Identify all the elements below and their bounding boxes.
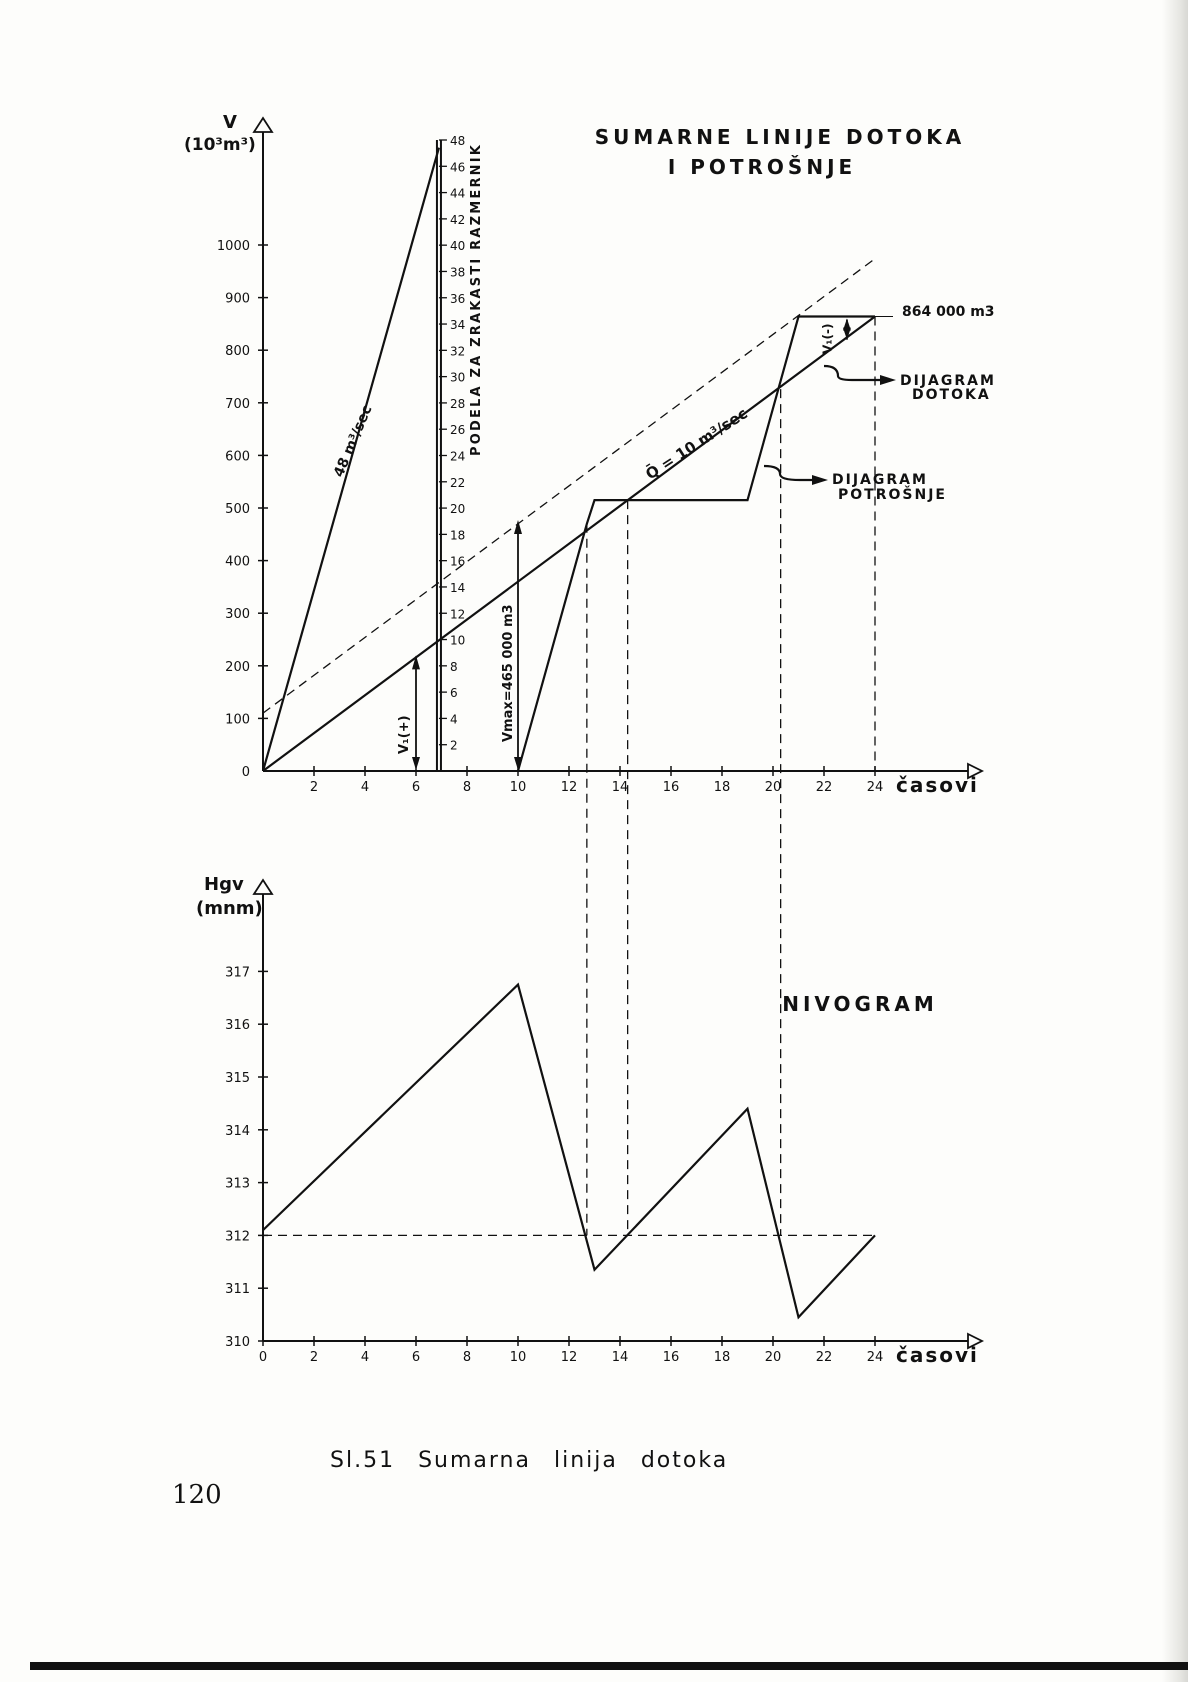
y-tick-label: 900 (225, 291, 250, 307)
total-volume-label: 864 000 m3 (902, 304, 995, 320)
x2-tick-label: 12 (560, 1350, 578, 1365)
inflow-line (263, 317, 875, 771)
x-tick-label: 22 (815, 780, 833, 795)
x-axis-label: časovi (896, 773, 979, 797)
x-tick-label: 20 (764, 780, 782, 795)
x-tick-label: 6 (411, 780, 421, 795)
y2-tick-label: 312 (225, 1229, 250, 1245)
scale-tick-label: 24 (449, 449, 466, 464)
x2-tick-label: 4 (360, 1350, 370, 1365)
scale-tick-label: 16 (449, 554, 466, 569)
inflow-label: DIJAGRAM (900, 373, 996, 389)
x2-tick-label: 8 (462, 1350, 472, 1365)
scale-tick-label: 26 (449, 423, 466, 438)
inflow-pointer (824, 366, 880, 380)
y2-tick-label: 311 (225, 1282, 250, 1298)
x-tick-label: 16 (662, 780, 680, 795)
water-level-line (263, 985, 875, 1318)
chart-title: SUMARNE LINIJE DOTOKA (594, 125, 966, 149)
v-minus-label: V₁(-) (820, 323, 835, 354)
offset-dashed-line (263, 259, 875, 713)
x-tick-label: 14 (611, 780, 629, 795)
y2-tick-label: 315 (225, 1071, 250, 1086)
scale-tick-label: 46 (449, 160, 466, 175)
scale-tick-label: 44 (449, 186, 466, 201)
y-tick-label: 500 (225, 502, 250, 517)
y-tick-label: 1000 (216, 239, 250, 254)
scale-label: PODELA ZA ZRAKASTI RAZMERNIK (469, 142, 484, 456)
vmax-label: Vmax=465 000 m3 (501, 604, 516, 742)
y-tick-label: 800 (225, 344, 250, 360)
x2-tick-label: 14 (611, 1350, 629, 1365)
outflow-label-2: POTROŠNJE (838, 487, 947, 503)
chart-subtitle: I POTROŠNJE (667, 155, 857, 179)
x2-tick-label: 2 (309, 1350, 319, 1365)
y-tick-label: 0 (241, 765, 250, 780)
inflow-label-2: DOTOKA (912, 387, 991, 403)
scale-tick-label: 2 (449, 738, 458, 753)
caption-figure-number: Sl.51 (330, 1448, 396, 1473)
nivogram-title: NIVOGRAM (782, 992, 938, 1016)
x-tick-label: 4 (360, 780, 370, 795)
y-tick-label: 300 (225, 607, 250, 623)
scale-tick-label: 30 (449, 370, 466, 385)
scale-tick-label: 10 (449, 633, 466, 648)
y2-tick-label: 317 (225, 965, 250, 981)
scale-tick-label: 4 (449, 712, 458, 727)
scale-tick-label: 12 (449, 607, 466, 622)
x2-tick-label: 24 (866, 1350, 884, 1365)
x-tick-label: 12 (560, 780, 578, 795)
figure-caption (330, 1448, 728, 1473)
x2-tick-label: 16 (662, 1350, 680, 1365)
scale-tick-label: 48 (449, 134, 466, 148)
scale-tick-label: 28 (449, 396, 466, 411)
y-axis-unit: (10³m³) (184, 135, 256, 155)
y-axis-label: V (223, 112, 237, 133)
x-tick-label: 8 (462, 780, 472, 795)
v-plus-arrow-foot (412, 757, 420, 770)
x2-tick-label: 18 (713, 1350, 731, 1365)
scale-tick-label: 22 (449, 475, 466, 490)
scale-tick-label: 38 (449, 265, 466, 280)
outflow-pointer-head (812, 475, 828, 485)
x2-tick-label: 0 (258, 1350, 268, 1365)
y-tick-label: 400 (225, 554, 250, 570)
scale-tick-label: 8 (449, 659, 458, 674)
x-axis-2-label: časovi (896, 1343, 979, 1367)
y-tick-label: 200 (225, 659, 250, 675)
y-axis-arrow (254, 118, 272, 132)
scale-tick-label: 32 (449, 344, 466, 359)
y2-tick-label: 313 (225, 1176, 250, 1192)
y-axis-2-arrow (254, 880, 272, 894)
caption-text: Sumarna linija dotoka (418, 1448, 729, 1473)
consumption-line (518, 317, 875, 771)
y-tick-label: 600 (225, 449, 250, 465)
v-plus-arrow-head (412, 655, 420, 669)
y2-tick-label: 314 (225, 1123, 250, 1139)
x2-tick-label: 22 (815, 1350, 833, 1365)
scale-tick-label: 18 (449, 528, 466, 543)
scale-tick-label: 36 (449, 291, 466, 306)
x-tick-label: 2 (309, 780, 319, 795)
scale-tick-label: 40 (449, 239, 466, 254)
x-tick-label: 10 (509, 780, 527, 795)
x2-tick-label: 10 (509, 1350, 527, 1365)
x2-tick-label: 20 (764, 1350, 782, 1365)
v-minus-arrow-foot (843, 328, 851, 340)
x-tick-label: 18 (713, 780, 731, 795)
x-tick-label: 24 (866, 780, 884, 795)
scan-bottom-bar (30, 1662, 1188, 1670)
y2-tick-label: 316 (225, 1018, 250, 1034)
inflow-pointer-head (880, 375, 896, 385)
v-plus-label: V₁(+) (397, 715, 412, 754)
outflow-pointer (764, 466, 812, 480)
scale-tick-label: 20 (449, 502, 466, 517)
scale-tick-label: 6 (449, 686, 458, 701)
scale-tick-label: 34 (449, 318, 466, 333)
outflow-label: DIJAGRAM (832, 472, 928, 488)
y-axis-2-unit: (mnm) (196, 898, 263, 919)
ray-rate-label: 48 m³/sec (330, 403, 376, 480)
y2-tick-label: 310 (225, 1335, 250, 1350)
y-axis-2-label: Hgv (204, 874, 244, 895)
scale-tick-label: 14 (449, 580, 466, 595)
mean-rate-label: Q̄ = 10 m³/sec (642, 404, 751, 484)
y-tick-label: 100 (225, 712, 250, 728)
page-number: 120 (172, 1480, 222, 1510)
x2-tick-label: 6 (411, 1350, 421, 1365)
cumulative-chart (184, 112, 996, 797)
scale-tick-label: 42 (449, 212, 466, 227)
y-tick-label: 700 (225, 396, 250, 412)
